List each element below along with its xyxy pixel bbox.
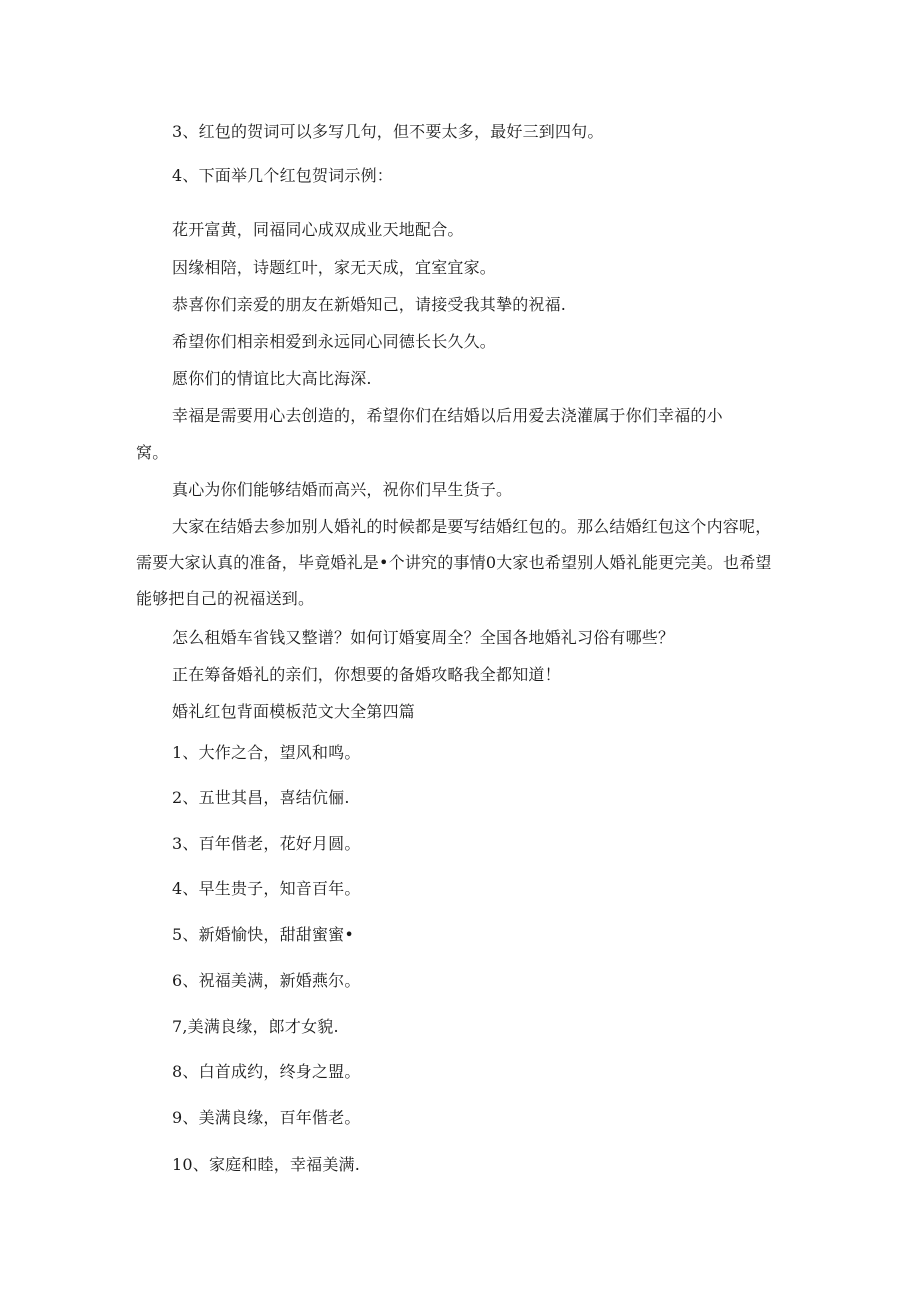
info-line: 正在筹备婚礼的亲们，你想要的备婚攻略我全都知道！ xyxy=(172,665,561,684)
greeting-line: 希望你们相亲相爱到永远同心同德长长久久。 xyxy=(172,332,497,351)
list-item: 8、白首成约，终身之盟。 xyxy=(172,1062,361,1081)
intro-paragraph xyxy=(136,509,784,617)
list-item: 1、大作之合，望风和鸣。 xyxy=(172,743,361,762)
section-heading: 婚礼红包背面模板范文大全第四篇 xyxy=(172,702,416,721)
intro-paragraph-text: 大家在结婚去参加别人婚礼的时候都是要写结婚红包的。那么结婚红包这个内容呢，需要大家认真的准备，毕竟婚礼是•个讲究的事情0大家也希望别人婚礼能更完美。也希望能够把自己的祝福送到。 xyxy=(136,517,772,608)
tip-3: 3、红包的贺词可以多写几句，但不要太多，最好三到四句。 xyxy=(172,122,604,141)
list-item: 4、早生贵子，知音百年。 xyxy=(172,879,361,898)
greeting-line: 幸福是需要用心去创造的，希望你们在结婚以后用爱去浇灌属于你们幸福的小 xyxy=(172,406,723,425)
list-item: 6、祝福美满，新婚燕尔。 xyxy=(172,971,361,990)
list-item: 10、家庭和睦，幸福美满. xyxy=(172,1155,361,1174)
greeting-line: 因缘相陪，诗题红叶，家无天成，宜室宜家。 xyxy=(172,258,497,277)
list-item: 2、五世其昌，喜结伉俪. xyxy=(172,788,350,807)
question-line: 怎么租婚车省钱又整谱？如何订婚宴周全？全国各地婚礼习俗有哪些？ xyxy=(172,628,675,647)
list-item: 3、百年偕老，花好月圆。 xyxy=(172,834,361,853)
tip-4: 4、下面举几个红包贺词示例： xyxy=(172,166,393,185)
greeting-line: 愿你们的情谊比大高比海深. xyxy=(172,369,372,388)
greeting-line: 花开富黄，同福同心成双成业天地配合。 xyxy=(172,220,464,239)
list-item: 5、新婚愉快，甜甜蜜蜜• xyxy=(172,925,355,944)
list-item: 9、美满良缘，百年偕老。 xyxy=(172,1108,361,1127)
list-item: 7,美满良缘，郎才女貌. xyxy=(172,1017,339,1036)
greeting-line: 恭喜你们亲爱的朋友在新婚知己，请接受我其摯的祝福. xyxy=(172,295,567,314)
greeting-line-continued: 窝。 xyxy=(136,443,169,462)
greeting-line: 真心为你们能够结婚而高兴，祝你们早生货子。 xyxy=(172,480,513,499)
